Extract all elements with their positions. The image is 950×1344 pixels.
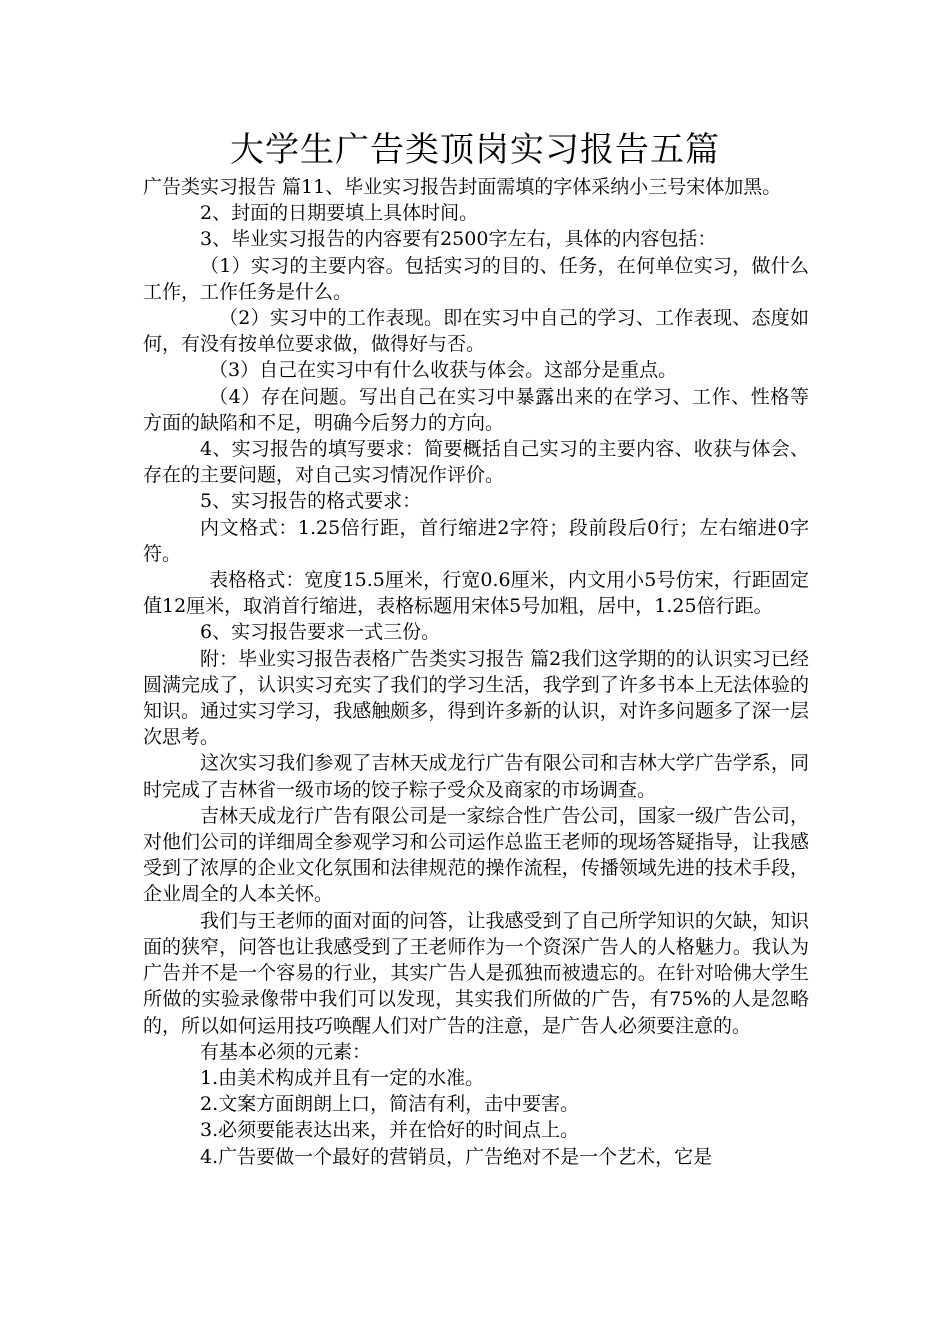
paragraph: 表格格式：宽度15.5厘米，行宽0.6厘米，内文用小5号仿宋，行距固定值12厘米，取消首行缩进，表格标题用宋体5号加粗，居中，1.25倍行距。 bbox=[143, 569, 809, 618]
paragraph: 4、实习报告的填写要求：简要概括自己实习的主要内容、收获与体会、存在的主要问题，对自己实习情况作评价。 bbox=[143, 438, 809, 487]
document-title: 大学生广告类顶岗实习报告五篇 bbox=[230, 130, 720, 170]
paragraph: （4）存在问题。写出自己在实习中暴露出来的在学习、工作、性格等方面的缺陷和不足，明确今后努力的方向。 bbox=[143, 385, 809, 434]
paragraph: 5、实习报告的格式要求： bbox=[200, 490, 422, 513]
paragraph: 内文格式：1.25倍行距，首行缩进2字符；段前段后0行；左右缩进0字符。 bbox=[143, 516, 809, 565]
paragraph: 这次实习我们参观了吉林天成龙行广告有限公司和吉林大学广告学系，同时完成了吉林省一级市场的饺子粽子受众及商家的市场调查。 bbox=[143, 752, 809, 801]
list-item: 4.广告要做一个最好的营销员，广告绝对不是一个艺术，它是 bbox=[200, 1145, 713, 1168]
document-body bbox=[143, 174, 809, 1170]
list-item: 1.由美术构成并且有一定的水准。 bbox=[200, 1066, 485, 1089]
paragraph: （2）实习中的工作表现。即在实习中自己的学习、工作表现、态度如何，有没有按单位要求做，做得好与否。 bbox=[143, 307, 809, 356]
paragraph: 3、毕业实习报告的内容要有2500字左右，具体的内容包括： bbox=[200, 228, 717, 251]
paragraph: 6、实习报告要求一式三份。 bbox=[200, 621, 441, 644]
paragraph: （1）实习的主要内容。包括实习的目的、任务，在何单位实习，做什么工作，工作任务是什么。 bbox=[143, 254, 809, 303]
paragraph: 附：毕业实习报告表格广告类实习报告 篇2我们这学期的的认识实习已经圆满完成了，认识实习充实了我们的学习生活，我学到了许多书本上无法体验的知识。通过实习学习，我感触颇多，得到许多新的认识，对许多问题多了深一层次思考。 bbox=[143, 647, 809, 749]
paragraph: （3）自己在实习中有什么收获与体会。这部分是重点。 bbox=[209, 359, 678, 382]
paragraph: 2、封面的日期要填上具体时间。 bbox=[200, 202, 479, 225]
paragraph: 我们与王老师的面对面的问答，让我感受到了自己所学知识的欠缺，知识面的狭窄，问答也让我感受到了王老师作为一个资深广告人的人格魅力。我认为广告并不是一个容易的行业，其实广告人是孤独而被遗忘的。在针对哈佛大学生所做的实验录像带中我们可以发现，其实我们所做的广告，有75%的人是忽略的，所以如何运用技巧唤醒人们对广告的注意，是广告人必须要注意的。 bbox=[143, 909, 809, 1037]
list-item: 3.必须要能表达出来，并在恰好的时间点上。 bbox=[200, 1119, 580, 1142]
paragraph: 有基本必须的元素： bbox=[200, 1040, 372, 1063]
paragraph: 广告类实习报告 篇11、毕业实习报告封面需填的字体采纳小三号宋体加黑。 bbox=[143, 176, 782, 198]
paragraph: 吉林天成龙行广告有限公司是一家综合性广告公司，国家一级广告公司，对他们公司的详细周全参观学习和公司运作总监王老师的现场答疑指导，让我感受到了浓厚的企业文化氛围和法律规范的操作流程，传播领域先进的技术手段，企业周全的人本关怀。 bbox=[143, 804, 809, 906]
list-item: 2.文案方面朗朗上口，简洁有利，击中要害。 bbox=[200, 1093, 580, 1116]
